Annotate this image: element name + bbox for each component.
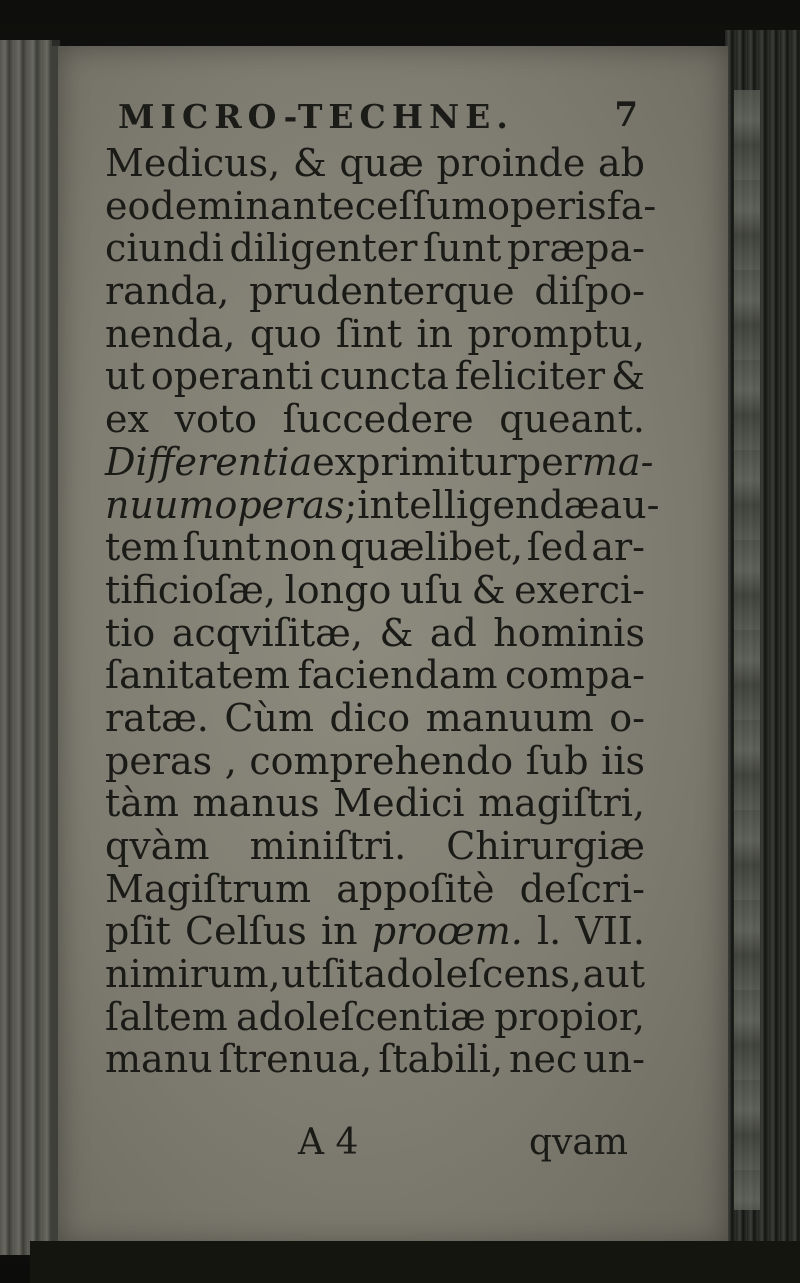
word: ſunt: [182, 525, 261, 570]
word: magiſtri,: [478, 781, 645, 826]
word: propior,: [494, 994, 645, 1039]
word: tio: [105, 610, 156, 655]
word: manuum: [425, 695, 594, 740]
catchword: qvam: [529, 1122, 628, 1163]
word: præpa-: [506, 226, 645, 271]
word: ſanitatem: [105, 653, 291, 698]
word: in: [416, 311, 454, 356]
word: fa-: [606, 183, 657, 228]
word: Differentia: [105, 439, 313, 484]
word: l.: [536, 909, 562, 954]
word: voto: [174, 397, 257, 442]
word: promptu,: [467, 311, 645, 356]
word: quælibet,: [340, 525, 524, 570]
word: anteceſſum: [269, 183, 488, 228]
word: operas: [214, 482, 345, 527]
page-number: 7: [614, 95, 638, 135]
word: ut: [105, 354, 145, 399]
word: deſcri-: [519, 866, 645, 911]
word: acqviſitæ,: [171, 610, 363, 655]
word: exprimitur: [312, 439, 517, 484]
word: ut: [281, 952, 321, 997]
text-line: [105, 740, 645, 783]
word: ſtabili,: [378, 1037, 504, 1082]
signature-mark: A 4: [298, 1122, 359, 1163]
word: Celſus: [185, 909, 307, 954]
word: &: [611, 354, 645, 399]
word: aut: [582, 952, 645, 997]
word: feliciter: [454, 354, 606, 399]
text-line: [105, 782, 645, 825]
word: ar-: [591, 525, 645, 570]
word: pſit: [105, 909, 171, 954]
word: diligenter: [229, 226, 418, 271]
word: uſu: [399, 567, 463, 612]
word: Cùm: [224, 695, 314, 740]
word: randa,: [105, 269, 230, 314]
text-line: [105, 482, 660, 527]
text-line: [105, 612, 645, 655]
text-line: [105, 654, 645, 697]
word: ex: [105, 397, 149, 442]
word: ad: [429, 610, 477, 655]
text-line: [105, 526, 645, 569]
word: nimirum,: [105, 952, 281, 997]
text-line: [105, 183, 657, 228]
text-line: [105, 313, 645, 356]
word: ſuccedere: [282, 397, 474, 442]
word: compa-: [504, 653, 645, 698]
word: manu: [105, 1037, 213, 1082]
previous-page-edges: [0, 40, 60, 1255]
body-text: [105, 141, 660, 1082]
word: queant.: [499, 397, 645, 442]
word: miniſtri.: [249, 824, 407, 868]
word: manus: [192, 781, 320, 826]
word: proœm.: [371, 909, 523, 954]
text-line: [105, 355, 645, 398]
word: operanti: [150, 354, 314, 399]
word: ſtrenua,: [218, 1037, 373, 1082]
word: &: [379, 610, 414, 655]
word: eodem: [105, 183, 234, 228]
word: &: [292, 141, 327, 185]
word: per: [516, 439, 582, 484]
word: proinde: [436, 141, 586, 185]
word: non: [264, 525, 337, 570]
text-line: [105, 910, 645, 953]
word: ab: [598, 141, 645, 185]
word: Medici: [333, 781, 465, 826]
footer-line: [298, 1122, 628, 1166]
word: quæ: [339, 141, 424, 185]
text-line: [105, 996, 645, 1039]
text-line: [105, 142, 645, 185]
word: ratæ.: [105, 695, 209, 740]
text-line: [105, 697, 645, 740]
word: hominis: [493, 610, 645, 655]
text-line: [105, 1038, 645, 1081]
word: ſit: [321, 952, 364, 997]
word: intelligendæ: [357, 482, 600, 527]
page-stack-highlight: [734, 90, 760, 1210]
word: ſint: [336, 311, 402, 356]
word: ſub: [525, 738, 589, 783]
word: adoleſcentiæ: [235, 994, 486, 1039]
word: cuncta: [319, 354, 449, 399]
word: Chirurgiæ: [446, 824, 645, 868]
word: ;: [344, 482, 358, 527]
running-head: MICRO-TECHNE.: [118, 97, 514, 136]
page-bottom-shadow: [30, 1241, 800, 1283]
word: ſunt: [423, 226, 502, 271]
word: dico: [329, 695, 411, 740]
word: Magiſtrum: [105, 866, 312, 911]
word: diſpo-: [534, 269, 645, 314]
word: ciundi: [105, 226, 224, 271]
text-line: [105, 227, 645, 270]
text-line: [105, 439, 654, 484]
word: o-: [609, 695, 645, 740]
word: iis: [601, 738, 645, 783]
word: &: [471, 567, 506, 612]
word: un-: [583, 1037, 645, 1082]
word: faciendam: [297, 653, 498, 698]
text-line: [105, 825, 645, 868]
word: tem: [105, 525, 179, 570]
text-line: [105, 569, 645, 612]
word: longo: [284, 567, 392, 612]
word: adoleſcens,: [363, 952, 582, 997]
word: nenda,: [105, 311, 236, 356]
word: in: [233, 183, 270, 228]
word: prudenterque: [249, 269, 515, 314]
word: quo: [249, 311, 322, 356]
word: appoſitè: [336, 866, 495, 911]
text-line: [105, 953, 645, 996]
word: in: [320, 909, 358, 954]
word: tàm: [105, 781, 179, 826]
word: tificioſæ,: [105, 567, 276, 612]
word: exerci-: [514, 567, 645, 612]
word: nec: [508, 1037, 578, 1082]
word: Medicus,: [105, 141, 281, 185]
word: qvàm: [105, 824, 210, 868]
word: au-: [599, 482, 660, 527]
text-line: [105, 270, 645, 313]
text-line: [105, 398, 645, 441]
text-line: [105, 868, 645, 911]
word: comprehendo: [249, 738, 514, 783]
word: ſed: [526, 525, 588, 570]
word: ma-: [581, 439, 654, 484]
word: ,: [224, 738, 237, 783]
word: nuum: [105, 482, 215, 527]
word: peras: [105, 738, 213, 783]
page-header: [118, 95, 638, 139]
word: ſaltem: [105, 994, 228, 1039]
word: VII.: [575, 909, 645, 954]
word: operis: [487, 183, 607, 228]
